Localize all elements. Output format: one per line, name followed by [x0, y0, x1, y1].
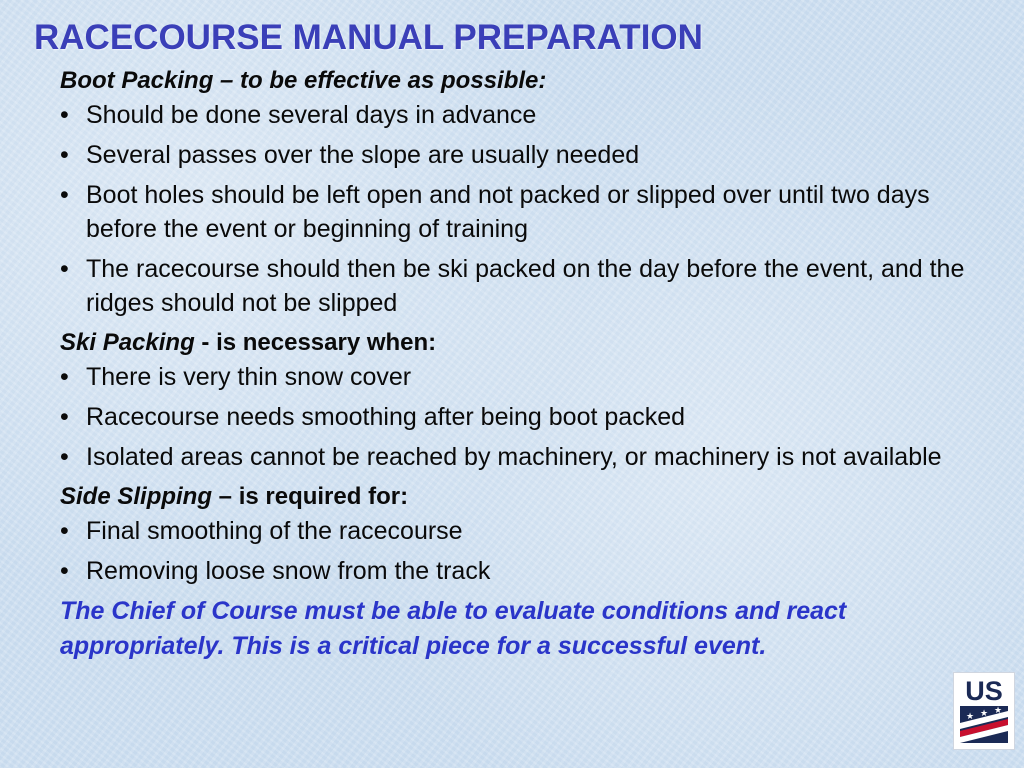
section-heading-boot-packing	[60, 64, 990, 98]
bullet-item: • The racecourse should then be ski packed on the day before the event, and the ridges should not be slipped	[60, 252, 990, 320]
bullet-list-ski-packing	[60, 360, 990, 474]
section-heading-rest: - is necessary when:	[194, 329, 437, 356]
slide-title: RACECOURSE MANUAL PREPARATION	[34, 18, 703, 57]
bullet-list-boot-packing	[60, 98, 990, 320]
us-ski-logo-icon	[954, 673, 1014, 749]
bullet-item: • Boot holes should be left open and not packed or slipped over until two days before the event or beginning of training	[60, 178, 990, 246]
bullet-item: • Isolated areas cannot be reached by machinery, or machinery is not available	[60, 440, 990, 474]
svg-text:★: ★	[993, 706, 1003, 716]
bullet-item: • There is very thin snow cover	[60, 360, 990, 394]
bullet-item: • Removing loose snow from the track	[60, 554, 990, 588]
section-heading-side-slipping	[60, 480, 990, 514]
bullet-item: • Final smoothing of the racecourse	[60, 514, 990, 548]
section-heading-ski-packing	[60, 326, 990, 360]
section-heading-term: Ski Packing	[60, 329, 195, 356]
section-heading-rest: – is required for:	[212, 483, 409, 510]
svg-text:★: ★	[965, 712, 975, 722]
svg-text:★: ★	[979, 709, 989, 719]
conclusion-text: The Chief of Course must be able to evaluate conditions and react appropriately. This is a critical piece for a successful event.	[60, 597, 847, 660]
bullet-list-side-slipping	[60, 514, 990, 588]
slide-content	[60, 64, 990, 664]
section-heading-term: Boot Packing	[60, 67, 214, 94]
bullet-item: • Should be done several days in advance	[60, 98, 990, 132]
section-heading-term: Side Slipping	[60, 483, 213, 510]
section-heading-rest: – to be effective as possible:	[213, 67, 547, 94]
logo-text: US	[965, 676, 1003, 706]
us-ski-logo	[953, 672, 1015, 750]
bullet-item: • Racecourse needs smoothing after being boot packed	[60, 400, 990, 434]
bullet-item: • Several passes over the slope are usually needed	[60, 138, 990, 172]
